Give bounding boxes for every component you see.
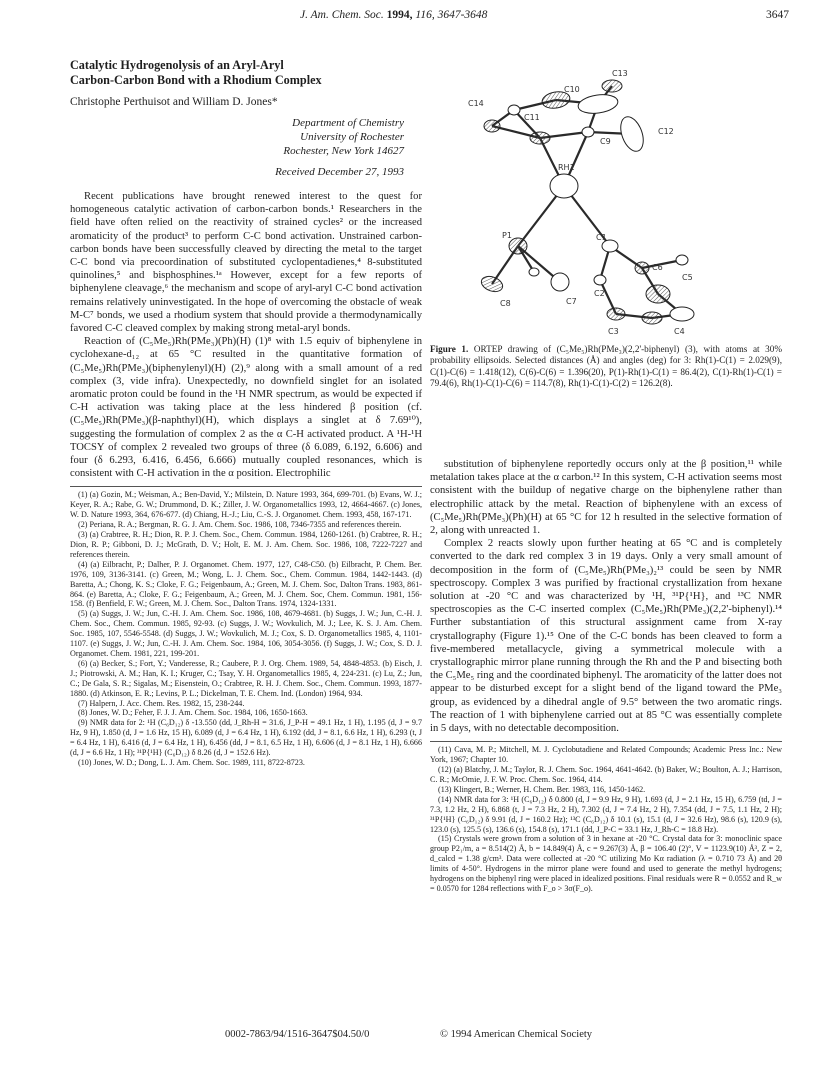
journal-citation: J. Am. Chem. Soc. 1994, 116, 3647-3648 bbox=[300, 9, 488, 21]
ortep-figure bbox=[430, 58, 782, 458]
affiliation-city: Rochester, New York 14627 bbox=[283, 145, 404, 157]
footnote: (2) Periana, R. A.; Bergman, R. G. J. Am. Chem. Soc. 1986, 108, 7346-7355 and references therein. bbox=[78, 520, 402, 530]
atom-label: C3 bbox=[608, 327, 619, 336]
paragraph: Complex 2 reacts slowly upon further heating at 65 °C and is completely converted to the dark red complex 3 in 19 days. Only a very small amount of decomposition in the form of (C₅Me₅)Rh(PMe₃)₂¹³ could be seen by NMR spectroscopy. Complex 3 was purified by fractional crystallization from hexane solution at -20 °C and was characterized by ¹H, ³¹P{¹H}, and ¹³C NMR spectroscopies as the C-C inserted complex (C₅Me₅)Rh(PMe₃)(2,2'-biphenyl).¹⁴ Further substantiation of this structural assignment came from X-ray crystallography (Figure 1).¹⁵ One of the C-C bonds has been cleaved to form a five-membered metallacycle, giving a symmetrical molecule with a crystallographic mirror plane running through the Rh and the P and bisecting both the C₅Me₅ ring and the coordinated biphenyl. The aromaticity of the latter does not appear to be disturbed except for a slight bend of the ligand toward the PMe₃ group, as evidenced by a dihedral angle of 9.5° between the two aromatic rings. The reaction of 1 with biphenylene carried out at 85 °C was essentially complete in 5 days, with no detectable decomposition. bbox=[430, 538, 782, 735]
footnote: (15) Crystals were grown from a solution of 3 in hexane at -20 °C. Crystal data for 3: monoclinic space group P2₁/m, a = 8.514(2) Å, b = 14.849(4) Å, c = 9.267(3) Å, β = 106.40 (2)°, V = 1123.9(10) Å³, Z = 2, d_calcd = 1.38 g/cm³. Data were collected at -20 °C utilizing Mo Kα radiation (λ = 0.710 73 Å) and 2θ limits of 4-50°. Hydrogens in the mirror plane were found and used to generate the methyl hydrogens; hydrogens on the biphenyl ring were placed in idealized positions. Final residuals were R = 0.0552 and R_w = 0.0570 for 1284 reflections with F_o > 3σ(F_o). bbox=[430, 834, 782, 893]
atom-label: C8 bbox=[500, 299, 511, 308]
atom-label: RH1 bbox=[558, 163, 575, 172]
figure-caption-text: ORTEP drawing of (C₅Me₅)Rh(PMe₃)(2,2'-biphenyl) (3), with atoms at 30% probability ellipsoids. Selected distances (Å) and angles (deg) for 3: Rh(1)-C(1) = 2.029(9), C(1)-C(6) = 1.418(12), C(6)-C(6) = 1.396(20), P(1)-Rh(1)-C(1) = 86.4(2), C(1)-Rh(1)-C(1) = 79.4(6), Rh(1)-C(1)-C(6) = 114.7(8), Rh(1)-C(1)-C(2) = 126.2(8). bbox=[430, 344, 782, 388]
atom-label: C7 bbox=[566, 297, 577, 306]
atom-label: C4 bbox=[674, 327, 685, 336]
body-text-left bbox=[70, 190, 422, 480]
footnote: (13) Klingert, B.; Werner, H. Chem. Ber. 1983, 116, 1450-1462. bbox=[438, 784, 646, 794]
atom-label: C10 bbox=[564, 85, 580, 94]
paragraph: substitution of biphenylene reportedly occurs only at the β position,¹¹ while metalation takes place at the α carbon.¹² In this system, C-H activation seems most consistent with the buildup of negative charge on the biphenylene rather than electrophilic attack by the metal. Reaction of biphenylene with an excess of (C₅Me₅)Rh(PMe₃)(Ph)(H) at 65 °C for 12 h resulted in the selective formation of 2, along with unreacted 1. bbox=[430, 459, 782, 537]
affiliation-university: University of Rochester bbox=[300, 131, 404, 143]
atom-label: C6 bbox=[652, 263, 663, 272]
atom-label: C12 bbox=[658, 127, 674, 136]
atom-label: C2 bbox=[594, 289, 605, 298]
copyright-notice: © 1994 American Chemical Society bbox=[440, 1029, 593, 1040]
footnote: (9) NMR data for 2: ¹H (C₆D₁₂) δ -13.550 (dd, J_Rh-H = 31.6, J_P-H = 49.1 Hz, 1 H), 1.195 (d, J = 9.7 Hz, 9 H), 1.850 (d, J = 1.6 Hz, 15 H), 6.089 (d, J = 6.4 Hz, 1 H), 6.192 (dd, J = 8.1, 6.6 Hz, 1 H), 6.293 (t, J = 6.4 Hz, 1 H), 6.416 (d, J = 6.4 Hz, 1 H), 6.456 (dd, J = 8.1, 6.5 Hz, 1 H), 6.606 (d, J = 8.1 Hz, 1 H), 6.666 (d, J = 6.6 Hz, 1 H); ³¹P{¹H} (C₆D₁₂) δ 8.26 (d, J = 152.6 Hz). bbox=[70, 718, 422, 758]
atom-label: C13 bbox=[612, 69, 628, 78]
page-number: 3647 bbox=[766, 9, 789, 21]
footnote: (7) Halpern, J. Acc. Chem. Res. 1982, 15, 238-244. bbox=[78, 698, 245, 708]
footnote: (3) (a) Crabtree, R. H.; Dion, R. P. J. Chem. Soc., Chem. Commun. 1984, 1260-1261. (b) Crabtree, R. H.; Dion, R. P.; Gibboni, D. J.; McGrath, D. V.; Holt, E. M. J. Am. Chem. Soc. 1986, 108, 7222-7227 and references therein. bbox=[70, 530, 422, 559]
footnote: (8) Jones, W. D.; Feher, F. J. J. Am. Chem. Soc. 1984, 106, 1650-1663. bbox=[78, 708, 308, 718]
atom-label: C11 bbox=[524, 113, 540, 122]
authors: Christophe Perthuisot and William D. Jones* bbox=[70, 96, 278, 108]
footnote: (4) (a) Eilbracht, P.; Dalher, P. J. Organomet. Chem. 1977, 127, C48-C50. (b) Eilbracht, P. Chem. Ber. 1976, 109, 3136-3141. (c) Green, M.; Wong, L. J. Chem. Soc., Chem. Commun. 1984, 1442-1443. (d) Baretta, A.; Chong, K. S.; Cloke, F. G.; Feigenbaum, A.; Green, M. J. Chem. Soc, Dalton Trans. 1983, 861-864. (e) Baretta, A.; Cloke, F. G.; Feigenbaum, A.; Green, M. J. Chem. Soc, Chem. Commun. 1981, 156-158. (f) Benfield, F. W.; Green, M. J. Chem. Soc., Dalton Trans. 1974, 1324-1331. bbox=[70, 559, 422, 609]
atom-ellipsoids bbox=[479, 80, 694, 324]
title-line-1: Catalytic Hydrogenolysis of an Aryl-Aryl bbox=[70, 58, 284, 72]
footnote: (6) (a) Becker, S.; Fort, Y.; Vanderesse, R.; Caubere, P. J. Org. Chem. 1989, 54, 4848-4853. (b) Eisch, J. J.; Piotrowski, A. M.; Han, K. I.; Kruger, C.; Tsay, Y. H. Organometallics 1985, 4, 224-231. (c) Lu, Z.; Jun, C.; De Gala, S. R.; Sigalas, M.; Eisenstein, O.; Crabtree, R. H. J. Chem. Soc., Chem. Commun. 1993, 1877-1880. (d) Atkinson, E. R.; Levins, P. L.; Dickelman, T. E. Chem. Ind. (London) 1964, 934. bbox=[70, 658, 422, 698]
issn-code: 0002-7863/94/1516-3647$04.50/0 bbox=[225, 1029, 370, 1040]
affiliation-department: Department of Chemistry bbox=[292, 117, 404, 129]
received-date: Received December 27, 1993 bbox=[275, 166, 404, 178]
footnote: (5) (a) Suggs, J. W.; Jun, C.-H. J. Am. Chem. Soc. 1986, 108, 4679-4681. (b) Suggs, J. W.; Jun, C.-H. J. Chem. Soc., Chem. Commun. 1985, 92-93. (c) Suggs, J. W.; Wovkulich, M. J.; Lee, K. S. J. Am. Chem. Soc. 1985, 107, 5546-5548. (d) Suggs, J. W.; Wovkulich, M. J.; Cox, S. D. Organometallics 1985, 4, 1101-1107. (e) Suggs, J. W.; Jun, C.-H. J. Am. Chem. Soc. 1984, 106, 3054-3056. (f) Suggs, J. W.; Cox, S. D. J. Organomet. Chem. 1981, 221, 199-201. bbox=[70, 609, 422, 658]
footnotes-left bbox=[70, 486, 422, 767]
figure-label: Figure 1. bbox=[430, 344, 469, 354]
footnote: (12) (a) Blatchy, J. M.; Taylor, R. J. Chem. Soc. 1964, 4641-4642. (b) Baker, W.; Boulton, A. J.; Harrison, C. R.; McOmie, J. F. W. Proc. Chem. Soc. 1964, 414. bbox=[430, 765, 782, 784]
atom-label: C14 bbox=[468, 99, 484, 108]
paragraph: Reaction of (C₅Me₅)Rh(PMe₃)(Ph)(H) (1)⁸ with 1.5 equiv of biphenylene in cyclohexane-d₁₂ at 65 °C resulted in the quantitative formation of (C₅Me₅)Rh(PMe₃)(biphenylenyl)(H) (2),⁹ along with a small amount of a red complex (3, vide infra). Unexpectedly, no downfield singlet for an isolated aromatic proton could be found in the ¹H NMR spectrum, as would be expected if C-H activation was taking place at the less hindered β position (cf. (C₅Me₅)Rh(PMe₃)(β-naphthyl)(H), which displays a singlet at δ 7.69¹⁰), suggesting the formulation of complex 2 as the α C-H activated product. A ¹H-¹H TOCSY of complex 2 revealed two groups of three (δ 6.089, 6.192, 6.606) and four (δ 6.293, 6.416, 6.456, 6.666) mutually coupled resonances, which is consistent with C-H activation in the α position. Electrophilic bbox=[70, 336, 422, 480]
footnote: (14) NMR data for 3: ¹H (C₆D₁₂) δ 0.800 (d, J = 9.9 Hz, 9 H), 1.693 (d, J = 2.1 Hz, 15 H), 6.759 (td, J = 7.3, 1.2 Hz, 2 H), 6.868 (t, J = 7.3 Hz, 2 H), 7.302 (d, J = 7.4 Hz, 2 H), 7.354 (dd, J = 7.5, 1.1 Hz, 2 H); ³¹P{¹H} (C₆D₁₂) δ 9.91 (d, J = 160.2 Hz); ¹³C (C₆D₁₂) δ 10.1 (s), 15.1 (d, J = 32.6 Hz), 98.6 (s), 120.9 (s), 123.0 (s), 125.5 (s), 136.6 (s), 154.8 (s), 171.1 (dd, J_P-C = 33.1 Hz, J_Rh-C = 18.8 Hz). bbox=[430, 794, 782, 834]
running-head bbox=[0, 9, 829, 25]
footnote: (11) Cava, M. P.; Mitchell, M. J. Cyclobutadiene and Related Compounds; Academic Press Inc.: New York, 1967; Chapter 10. bbox=[430, 745, 782, 765]
footnote: (10) Jones, W. D.; Dong, L. J. Am. Chem. Soc. 1989, 111, 8722-8723. bbox=[78, 757, 305, 767]
atom-label: C5 bbox=[682, 273, 693, 282]
body-text-right bbox=[430, 458, 782, 735]
atom-label: C9 bbox=[600, 137, 611, 146]
right-column bbox=[430, 58, 782, 894]
affiliation bbox=[70, 116, 404, 158]
title-line-2: Carbon-Carbon Bond with a Rhodium Complex bbox=[70, 73, 322, 87]
footnotes-right bbox=[430, 741, 782, 894]
footnote: (1) (a) Gozin, M.; Weisman, A.; Ben-David, Y.; Milstein, D. Nature 1993, 364, 699-701. (b) Evans, W. J.; Keyer, R. A.; Rabe, G. W.; Drummond, D. K.; Ziller, J. W. Organometallics 1993, 12, 4664-4667. (c) Jones, W. D. Nature 1993, 364, 676-677. (d) Chiang, H.-J.; Liu, C.-S. J. Organomet. Chem. 1993, 458, 167-171. bbox=[70, 490, 422, 520]
article-title bbox=[70, 58, 422, 88]
left-column bbox=[70, 58, 422, 768]
bonds bbox=[492, 86, 682, 318]
atom-label: C1 bbox=[596, 233, 607, 242]
atom-label: P1 bbox=[502, 231, 512, 240]
paragraph: Recent publications have brought renewed interest to the quest for homogeneous catalytic activation of carbon-carbon bonds.¹ Researchers in the field have often relied on the reactivity of strained cycles² or the increased aromaticity of the product³ to perform C-C bond activation. Unstrained carbon-carbon bonds have been successfully cleaved by directing the metal to the target C-C bond via precoordination of substituted cyclopentadienes,⁴ 8-substituted quinolines,⁵ and bisphosphines.¹ᵃ However, except for a few reports of biphenylene cleavage,⁶ the mechanism and scope of aryl-aryl C-C bond activation remains relatively uninvestigated. In the hope of overcoming the obstacle of weak M-C⁷ bonds, we used a rhodium system that should provide a thermodynamically favored C-C cleaved complex by making strong metal-aryl bonds. bbox=[70, 191, 422, 335]
figure-caption bbox=[430, 344, 782, 389]
